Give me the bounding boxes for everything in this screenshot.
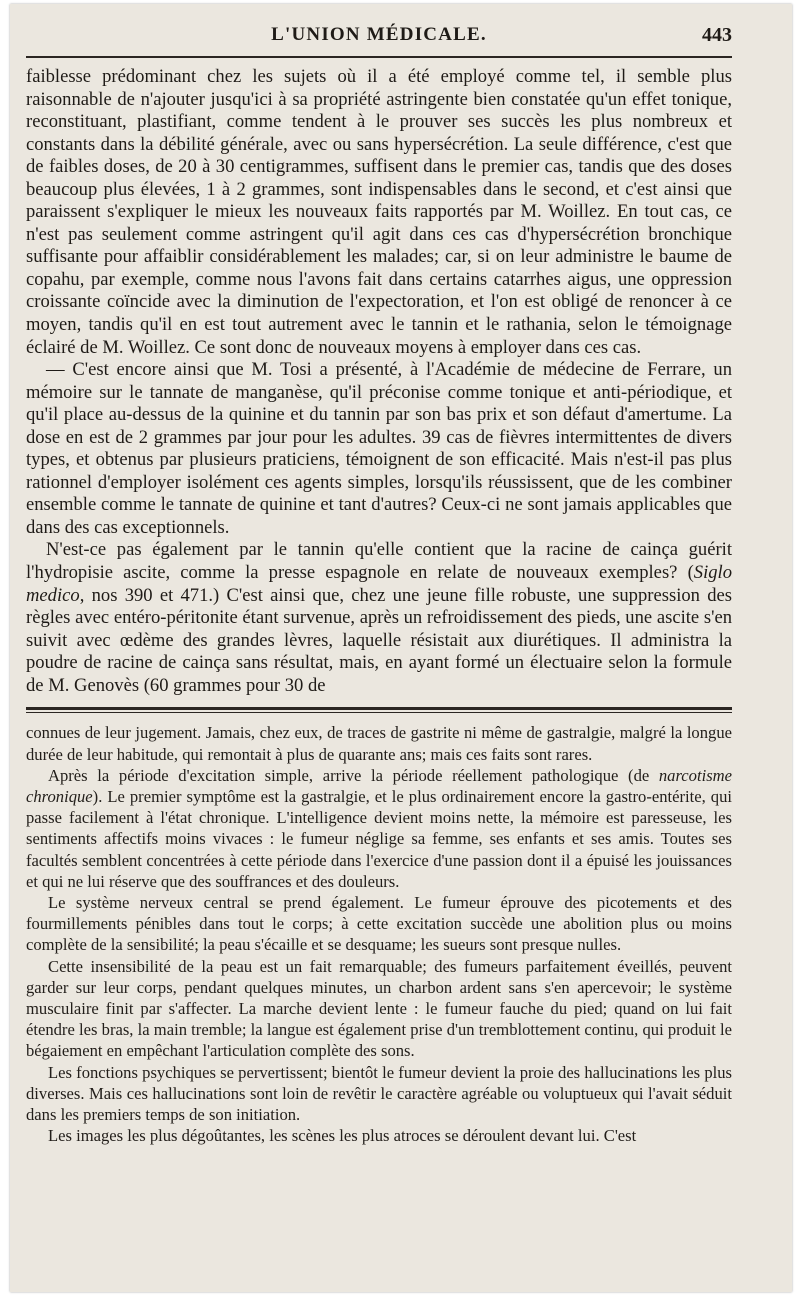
footnote-paragraph-1: connues de leur jugement. Jamais, chez eux, de traces de gastrite ni même de gastralgie, malgré la longue durée de leur habitude, qui remontait à plus de quarante ans; mais ces faits sont rares. [26,723,732,764]
footnote-paragraph-3: Le système nerveux central se prend également. Le fumeur éprouve des picotements et des fourmillements pénibles dans tout le corps; à cette excitation succède une abolition plus ou moins complète de la sensibilité; la peau s'écaille et se desquame; les sueurs sont presque nulles. [26,892,732,955]
body-paragraph-1: faiblesse prédominant chez les sujets où il a été employé comme tel, il semble plus raisonnable de n'ajouter jusqu'ici à sa propriété astringente bien constatée qu'un effet tonique, reconstituant, plastifiant, comme tendent à le prouver ses succès les plus nombreux et constants dans la débilité générale, avec ou sans hypersécrétion. La seule différence, c'est que de faibles doses, de 20 à 30 centigrammes, suffisent dans le premier cas, tandis que des doses beaucoup plus élevées, 1 à 2 grammes, sont indispensables dans le second, et c'est ainsi que paraissent s'expliquer le mieux les nouveaux faits rapportés par M. Woillez. En tout cas, ce n'est pas seulement comme astringent qu'il agit dans ces cas d'hypersécrétion bronchique suffisante pour affaiblir considérablement les malades; car, si on leur administre le baume de copahu, par exemple, comme nous l'avons fait dans certains catarrhes aigus, une oppression croissante coïncide avec la diminution de l'expectoration, et l'on est obligé de renoncer à ce moyen, tandis qu'il en est tout autrement avec le tannin et le rathania, selon le témoignage éclairé de M. Woillez. Ce sont donc de nouveaux moyens à employer dans ces cas. [26,66,732,358]
running-title: L'UNION MÉDICALE. [271,24,487,45]
book-page [10,4,792,1292]
citation-numbers: , nos 390 et 471.) [79,584,220,606]
footnote-paragraph-2 [26,765,732,892]
footnote-divider [26,707,732,710]
main-text [26,66,732,697]
body-paragraph-2: — C'est encore ainsi que M. Tosi a présenté, à l'Académie de médecine de Ferrare, un mémoire sur le tannate de manganèse, qu'il préconise comme tonique et anti-périodique, et qu'il place au-dessus de la quinine et du tannin par son bas prix et son défaut d'amertume. La dose en est de 2 grammes par jour pour les adultes. 39 cas de fièvres intermittentes de divers types, et obtenus par plusieurs praticiens, témoignent de son efficacité. Mais n'est-il pas plus rationnel d'employer isolément ces agents simples, lorsqu'ils réussissent, que de les combiner ensemble comme le tannate de quinine et tant d'autres? Ceux-ci ne sont jamais applicables que dans des cas exceptionnels. [26,359,732,538]
header-rule [26,56,732,58]
body-paragraph-3: N'est-ce pas également par le tannin qu'elle contient que la racine de cainça guérit l'hydropisie ascite, comme la presse espagnole en relate de nouveaux exemples? (Siglo medico, nos 390 et 471.) C'est ainsi que, chez une jeune fille robuste, une suppression des règles avec entéro-péritonite étant survenue, après un refroidissement des pieds, une ascite s'en suivit avec œdème des grandes lèvres, laquelle résistait aux diurétiques. Il administra la poudre de racine de cainça sans résultat, mais, en ayant formé un électuaire selon la formule de M. Genovès (60 grammes pour 30 de [26,539,732,696]
body-paragraph-3-rest: C'est ainsi que, chez une jeune fille robuste, une suppression des règles avec entéro-péritonite étant survenue, après un refroidissement des pieds, une ascite s'en suivit avec œdème des grandes lèvres, laquelle résistait aux diurétiques. Il administra la poudre de racine de cainça sans résultat, mais, en ayant formé un électuaire selon la formule de M. Genovès (60 grammes pour 30 de [26,584,732,696]
footnote-paragraph-2-start: Après la période d'excitation simple, arrive la période réellement pathologique (de [48,765,659,785]
footnote-italic-term: narcotisme chronique [26,765,732,806]
footnote [26,722,732,1146]
footnote-paragraph-6: Les images les plus dégoûtantes, les scènes les plus atroces se déroulent devant lui. C'est [48,1126,637,1146]
footnote-paragraph-5: Les fonctions psychiques se pervertissent; bientôt le fumeur devient la proie des hallucinations les plus diverses. Mais ces hallucinations sont loin de revêtir le caractère agréable ou voluptueux qui l'avait séduit dans les premiers temps de son initiation. [26,1062,732,1124]
footnote-paragraph-4: Cette insensibilité de la peau est un fait remarquable; des fumeurs parfaitement éveillés, peuvent garder sur leur corps, pendant quelques minutes, un charbon ardent sans s'en apercevoir; le système musculaire finit par s'affecter. La marche devient lente : le fumeur fauche du pied; quand on lui fait étendre les bras, la main tremble; la langue est également prise d'un tremblottement continu, qui produit le bégaiement en empêchant l'articulation complète des sons. [26,956,732,1061]
page-content [26,18,732,1146]
page-number: 443 [702,24,732,46]
body-paragraph-3-start: N'est-ce pas également par le tannin qu'elle contient que la racine de cainça guérit l'hydropisie ascite, comme la presse espagnole en relate de nouveaux exemples? [26,539,732,584]
citation-source: Siglo medico [26,562,732,606]
running-head [26,18,732,48]
footnote-paragraph-2-rest: ). Le premier symptôme est la gastralgie, et le plus ordinairement encore la gastro-entérite, qui passe facilement à l'état chronique. L'intelligence devient moins nette, la mémoire est paresseuse, les sentiments affectifs moins vivaces : le fumeur néglige sa femme, ses enfants et ses amis. Toutes ses facultés semblent concentrées à cette période dans l'exercice d'une passion dont il a épuisé les jouissances et qui ne lui réserve que des souffrances et des douleurs. [26,786,732,891]
